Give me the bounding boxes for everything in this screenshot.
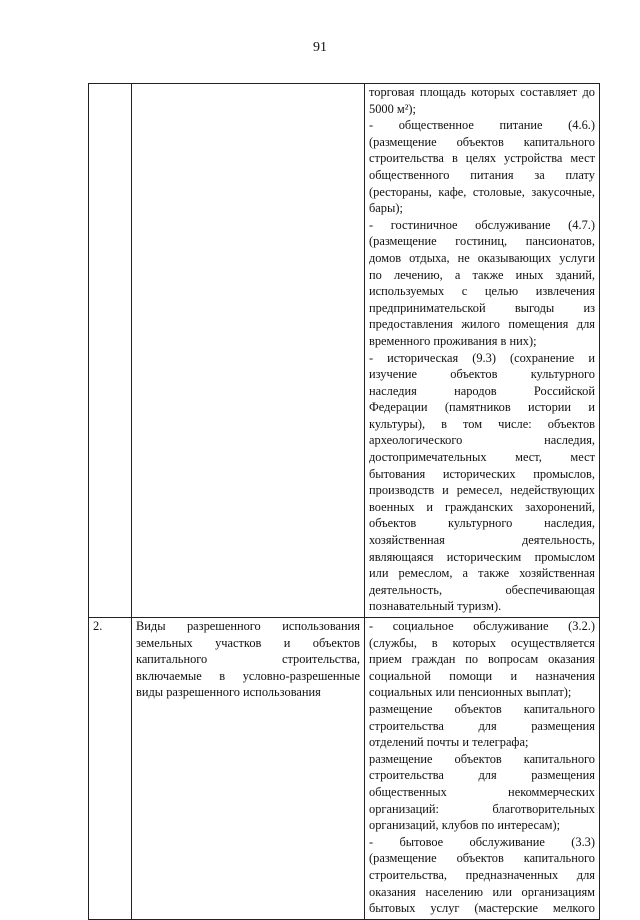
text-line: хозяйственная деятельность, [369,533,595,548]
text-line: (размещение объектов капитального [369,851,595,866]
text-line: бытования исторических промыслов, [369,466,595,481]
text-line: строительства, предназначенных для [369,867,595,882]
text-line: предоставления жилого помещения для [369,317,595,332]
text-line: земельных участков и объектов [136,635,360,650]
row-description-cell [132,618,365,920]
text-line: 5000 м²); [369,101,417,116]
text-line: используемых с целью извлечения [369,284,595,299]
text-line: торговая площадь которых составляет до [369,85,595,99]
text-line: - бытовое обслуживание (3.3) [369,834,595,849]
text-line: - гостиничное обслуживание (4.7.) [369,217,595,232]
text-line: деятельность, обеспечивающая [369,582,595,597]
text-line: прием граждан по вопросам оказания [369,652,595,667]
text-line: Виды разрешенного использования [136,619,360,633]
page-number: 91 [313,40,327,55]
row-content-cell [365,618,600,920]
text-line: (службы, в которых осуществляется [369,635,595,650]
text-line: познавательный туризм). [369,599,502,614]
text-line: объектов культурного наследия, [369,516,595,531]
text-line: виды разрешенного использования [136,685,321,700]
text-line: бары); [369,201,403,216]
description-lines [136,618,360,701]
text-line: Федерации (памятников истории и [369,400,595,415]
text-line: изучение объектов культурного [369,367,595,382]
text-line: размещение объектов капитального [369,751,595,766]
text-line: культуры), в том числе: объектов [369,416,595,431]
text-line: социальной помощи и назначения [369,668,595,683]
text-line: строительства для размещения [369,768,595,783]
text-line: археологического наследия, [369,433,595,448]
text-line: - историческая (9.3) (сохранение и [369,350,595,365]
table-row [89,84,600,618]
text-line: - общественное питание (4.6.) [369,118,595,133]
text-line: организаций, клубов по интересам); [369,818,561,833]
text-line: достопримечательных мест, мест [369,450,595,465]
row-content-cell [365,84,600,618]
text-line: (размещение гостиниц, пансионатов, [369,234,595,249]
text-line: производств и ремесел, недействующих [369,483,595,498]
row-number-cell: 2. [89,618,132,920]
text-line: отделений почты и телеграфа; [369,735,529,750]
content-lines [369,84,595,615]
row-description-cell [132,84,365,618]
text-line: строительства для размещения [369,718,595,733]
text-line: капитального строительства, [136,652,360,667]
text-line: бытовых услуг (мастерские мелкого [369,901,595,916]
text-line: по лечению, а также иных зданий, [369,267,595,282]
text-line: наследия народов Российской [369,383,595,398]
text-line: организаций: благотворительных [369,801,595,816]
text-line: предпринимательской выгоды из [369,300,595,315]
text-line: социальных или пенсионных выплат); [369,685,572,700]
table-row [89,618,600,920]
regulations-table [88,83,600,920]
text-line: оказания населению или организациям [369,884,595,899]
text-line: общественного питания за плату [369,167,595,182]
text-line: размещение объектов капитального [369,701,595,716]
text-line: строительства в целях устройства мест [369,151,595,166]
text-line: временного проживания в них); [369,333,537,348]
text-line: - социальное обслуживание (3.2.) [369,619,595,633]
text-line: общественных некоммерческих [369,784,595,799]
text-line: или ремеслом, а также хозяйственная [369,566,595,581]
text-line: военных и гражданских захоронений, [369,499,595,514]
row-number-cell [89,84,132,618]
text-line: (размещение объектов капитального [369,134,595,149]
text-line: домов отдыха, не оказывающих услуги [369,250,595,265]
text-line: (рестораны, кафе, столовые, закусочные, [369,184,595,199]
text-line: являющаяся историческим промыслом [369,549,595,564]
text-line: включаемые в условно-разрешенные [136,668,360,683]
content-lines [369,618,595,917]
